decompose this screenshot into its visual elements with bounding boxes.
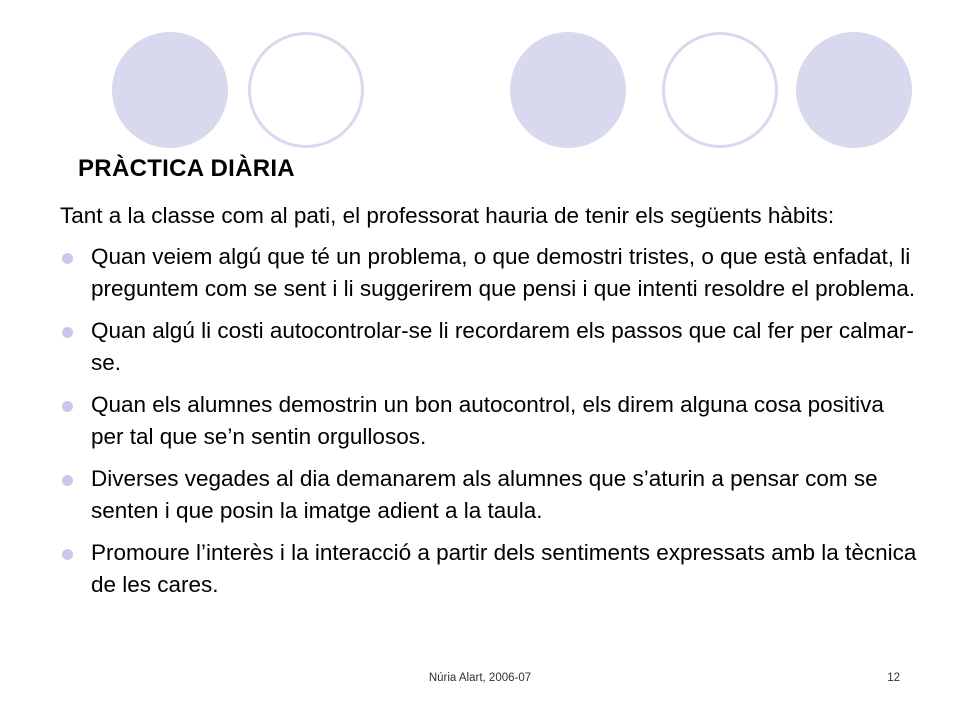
bullet-item (60, 537, 920, 601)
circle-outline-2 (662, 32, 778, 148)
bullet-text: Diverses vegades al dia demanarem als alumnes que s’aturin a pensar com se senten i que posin la imatge adient a la taula. (91, 466, 878, 523)
circle-filled-1 (112, 32, 228, 148)
bullet-text: Promoure l’interès i la interacció a partir dels sentiments expressats amb la tècnica de les cares. (91, 540, 917, 597)
footer-author: Núria Alart, 2006-07 (428, 672, 532, 684)
circle-filled-3 (796, 32, 912, 148)
bullet-list (60, 241, 920, 601)
bullet-dot-icon (62, 253, 73, 264)
bullet-dot-icon (62, 327, 73, 338)
bullet-item (60, 389, 920, 453)
circle-outline-1 (248, 32, 364, 148)
bullet-text: Quan veiem algú que té un problema, o que demostri tristes, o que està enfadat, li preguntem com se sent i li suggerirem que pensi i que intenti resoldre el problema. (91, 244, 916, 301)
bullet-text: Quan els alumnes demostrin un bon autocontrol, els direm alguna cosa positiva per tal que se’n sentin orgullosos. (91, 392, 884, 449)
bullet-item (60, 241, 920, 305)
slide-title: PRÀCTICA DIÀRIA (78, 155, 295, 182)
intro-text: Tant a la classe com al pati, el professorat hauria de tenir els següents hàbits: (60, 203, 835, 228)
bullet-dot-icon (62, 475, 73, 486)
page-number: 12 (887, 672, 900, 684)
bullet-dot-icon (62, 549, 73, 560)
slide-body (60, 200, 920, 611)
bullet-item (60, 315, 920, 379)
circle-filled-2 (510, 32, 626, 148)
bullet-text: Quan algú li costi autocontrolar-se li recordarem els passos que cal fer per calmar-se. (91, 318, 914, 375)
bullet-item (60, 463, 920, 527)
bullet-dot-icon (62, 401, 73, 412)
